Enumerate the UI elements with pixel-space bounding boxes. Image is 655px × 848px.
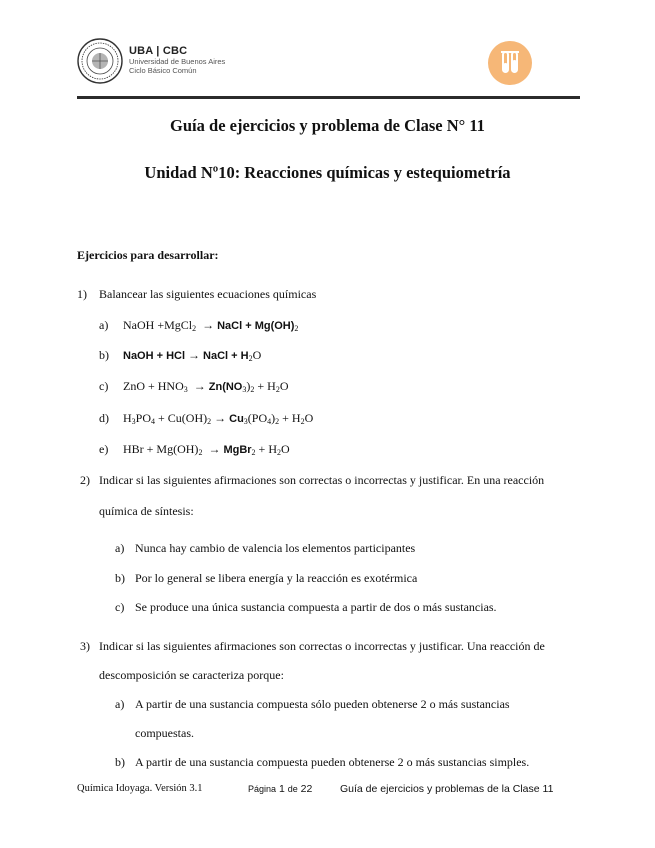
page-title: Guía de ejercicios y problema de Clase N° 11: [170, 116, 485, 135]
q2-b-text: Por lo general se libera energía y la reacción es exotérmica: [135, 571, 418, 585]
q1-number: 1): [77, 287, 87, 301]
footer-page-number: Página 1 de 22: [248, 783, 313, 795]
q1-a-label: a): [99, 318, 109, 332]
q2-number: 2): [80, 473, 90, 487]
q2-c-label: c): [115, 600, 125, 614]
footer-version: Química Idoyaga. Versión 3.1: [77, 783, 203, 794]
logo-title: UBA | CBC: [129, 45, 188, 57]
chemistry-badge: [488, 41, 532, 85]
q2-b-label: b): [115, 571, 125, 585]
q3-line2: descomposición se caracteriza porque:: [99, 668, 284, 682]
equation-a: NaOH +MgCl$_2$ → NaCl + $Mg(OH)_2$: [123, 318, 299, 333]
footer-guide-title: Guía de ejercicios y problemas de la Clase 11: [340, 783, 554, 795]
uba-logo-text: [129, 45, 225, 75]
q3-b-text: A partir de una sustancia compuesta pueden obtenerse 2 o más sustancias simples.: [135, 755, 530, 769]
page-header: [77, 38, 580, 90]
q3-a-label: a): [115, 697, 125, 711]
q2-a-label: a): [115, 541, 125, 555]
equation-c: ZnO + $HNO_3 \to Zn(NO_3)_2 + H_2O$: [123, 379, 289, 394]
page-subtitle: Unidad Nº10: Reacciones químicas y estequiometría: [144, 163, 511, 182]
logo-cycle: Ciclo Básico Común: [129, 66, 197, 75]
q1-b-label: b): [99, 348, 109, 362]
section-heading: Ejercicios para desarrollar:: [77, 248, 219, 262]
uba-seal-icon: [77, 38, 123, 84]
q3-number: 3): [80, 639, 90, 653]
header-rule: [77, 96, 580, 99]
q1-d-label: d): [99, 411, 109, 425]
q2-line2: química de síntesis:: [99, 504, 194, 518]
logo-university: Universidad de Buenos Aires: [129, 57, 226, 66]
q1-text: Balancear las siguientes ecuaciones químicas: [99, 287, 317, 301]
q3-a-text: A partir de una sustancia compuesta sólo pueden obtenerse 2 o más sustancias: [135, 697, 510, 711]
equation-e: HBr + $Mg(OH)_2$ → MgBr$_2$ + $H_2O$: [123, 442, 290, 457]
q2-line1: Indicar si las siguientes afirmaciones son correctas o incorrectas y justificar. En una reacción: [99, 473, 545, 487]
q3-b-label: b): [115, 755, 125, 769]
q2-a-text: Nunca hay cambio de valencia los elementos participantes: [135, 541, 416, 555]
q1-c-label: c): [99, 379, 109, 393]
equation-d: $H_3PO_4 + Cu(OH)_2 \to Cu_3(PO_4)_2 + H_2O$: [123, 411, 314, 426]
q2-c-text: Se produce una única sustancia compuesta a partir de dos o más sustancias.: [135, 600, 497, 614]
equation-b: NaOH + HCl → NaCl + $H_2O$: [123, 348, 262, 363]
q3-a-text-cont: compuestas.: [135, 726, 194, 740]
test-tubes-icon: [488, 41, 532, 85]
q3-line1: Indicar si las siguientes afirmaciones son correctas o incorrectas y justificar. Una reacción de: [99, 639, 545, 653]
q1-e-label: e): [99, 442, 109, 456]
